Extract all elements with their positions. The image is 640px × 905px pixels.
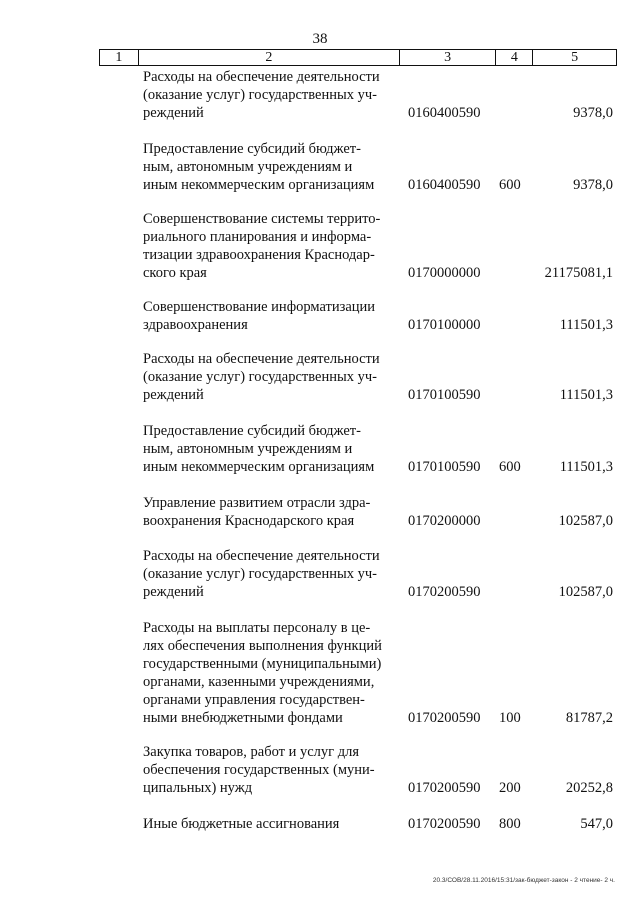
column-header-2: 2 [139,50,400,65]
row-code: 0160400590 [408,177,481,193]
description-line: реждений [143,584,204,600]
row-amount: 547,0 [580,816,613,832]
row-code: 0170200000 [408,513,481,529]
row-code: 0170200590 [408,780,481,796]
row-expense-type: 600 [499,177,521,193]
description-line: воохранения Краснодарского края [143,513,355,529]
description-line: иным некоммерческим организациям [143,177,375,193]
description-line: Совершенствование системы террито- [143,211,381,227]
row-description [143,68,390,122]
description-line: Управление развитием отрасли здра- [143,495,371,511]
description-line: Расходы на обеспечение деятельности [143,69,380,85]
column-header-5: 5 [571,50,579,65]
row-code: 0160400590 [408,105,481,121]
column-header-1: 1 [100,50,139,65]
row-amount: 21175081,1 [544,265,613,281]
description-line: Совершенствование информатизации [143,299,376,315]
row-amount: 102587,0 [558,513,613,529]
row-expense-type: 200 [499,780,521,796]
row-description [143,547,390,601]
row-code: 0170100590 [408,459,481,475]
description-line: (оказание услуг) государственных уч- [143,369,377,385]
description-line: обеспечения государственных (муни- [143,762,375,778]
description-line: Иные бюджетные ассигнования [143,816,340,832]
description-line: Расходы на выплаты персоналу в це- [143,620,371,636]
table-header [99,49,617,66]
description-line: Предоставление субсидий бюджет- [143,423,361,439]
row-amount: 9378,0 [573,105,613,121]
page-number: 38 [312,31,328,47]
description-line: ным, автономным учреждениям и [143,441,353,457]
description-line: реждений [143,105,204,121]
description-line: тизации здравоохранения Краснодар- [143,247,375,263]
row-description [143,140,390,194]
row-amount: 9378,0 [573,177,613,193]
description-line: (оказание услуг) государственных уч- [143,566,377,582]
description-line: здравоохранения [143,317,248,333]
row-description [143,494,390,530]
row-amount: 111501,3 [559,387,613,403]
row-code: 0170100000 [408,317,481,333]
description-line: иным некоммерческим организациям [143,459,375,475]
row-amount: 81787,2 [565,710,613,726]
row-description [143,815,390,833]
row-code: 0170200590 [408,584,481,600]
row-code: 0170200590 [408,710,481,726]
row-description [143,350,390,404]
row-description [143,422,390,476]
description-line: ского края [143,265,207,281]
description-line: ципальных) нужд [143,780,253,796]
column-header-4: 4 [496,50,533,65]
row-amount: 102587,0 [558,584,613,600]
row-code: 0170000000 [408,265,481,281]
row-amount: 111501,3 [559,459,613,475]
description-line: (оказание услуг) государственных уч- [143,87,377,103]
row-amount: 20252,8 [565,780,613,796]
document-footer: 20.3/СОВ/28.11.2016/15:31/зак-бюджет-закон - 2 чтение- 2 ч. [432,877,615,884]
description-line: органами, казенными учреждениями, [143,674,375,690]
row-description [143,619,390,727]
column-header-3: 3 [400,50,497,65]
description-line: лях обеспечения выполнения функций [143,638,382,654]
row-expense-type: 100 [499,710,521,726]
description-line: органами управления государствен- [143,692,365,708]
row-description [143,743,390,797]
description-line: Расходы на обеспечение деятельности [143,548,380,564]
description-line: Закупка товаров, работ и услуг для [143,744,360,760]
description-line: риального планирования и информа- [143,229,372,245]
description-line: Предоставление субсидий бюджет- [143,141,361,157]
description-line: ным, автономным учреждениям и [143,159,353,175]
row-code: 0170200590 [408,816,481,832]
description-line: реждений [143,387,204,403]
description-line: Расходы на обеспечение деятельности [143,351,380,367]
row-description [143,298,390,334]
row-amount: 111501,3 [559,317,613,333]
description-line: ными внебюджетными фондами [143,710,343,726]
row-expense-type: 800 [499,816,521,832]
row-code: 0170100590 [408,387,481,403]
description-line: государственными (муниципальными) [143,656,382,672]
row-description [143,210,390,282]
row-expense-type: 600 [499,459,521,475]
